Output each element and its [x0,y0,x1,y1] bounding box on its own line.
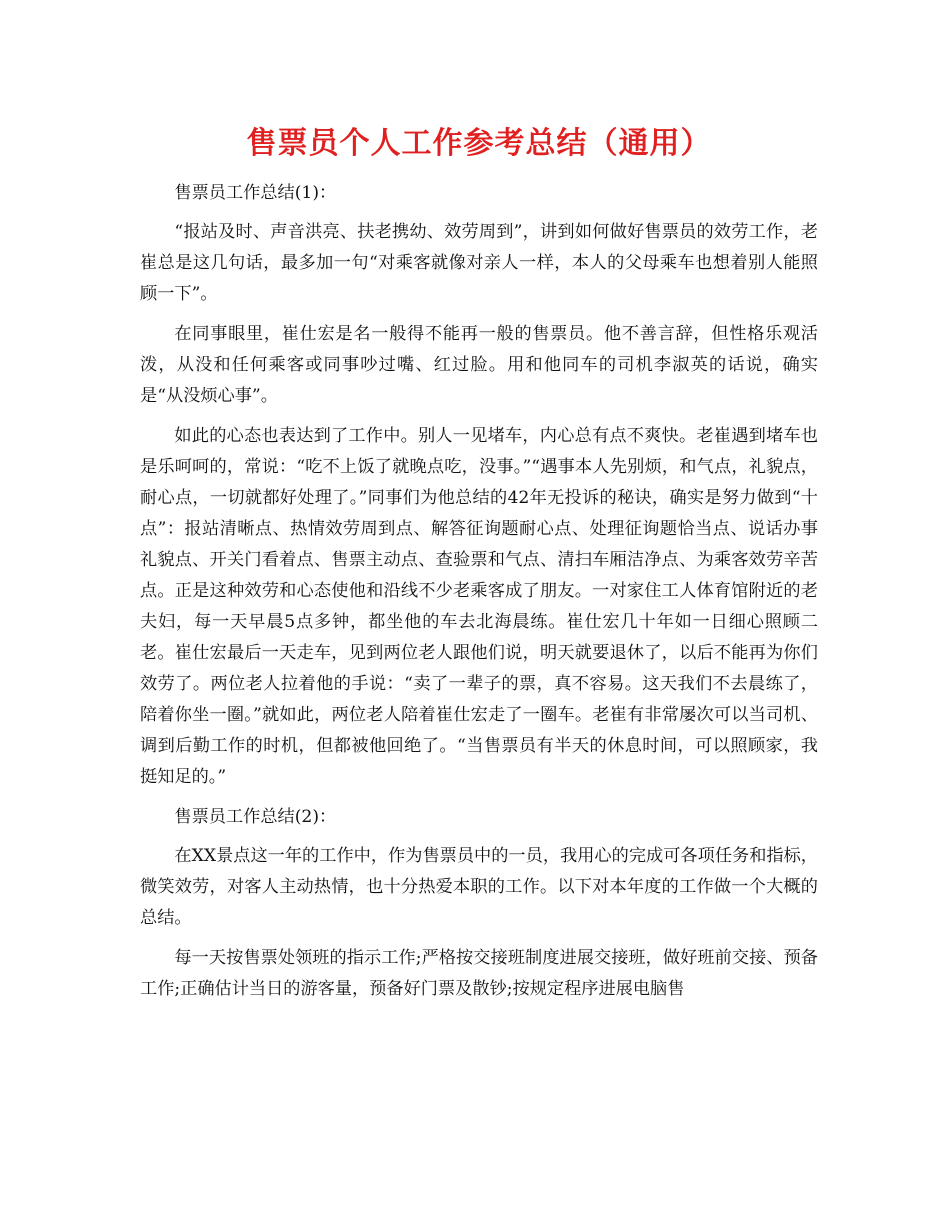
section-heading-1: 售票员工作总结(1)： [174,183,337,203]
document-body [140,178,818,1005]
paragraph: “报站及时、声音洪亮、扶老携幼、效劳周到”，讲到如何做好售票员的效劳工作，老崔总是这几句话，最多加一句“对乘客就像对亲人一样，本人的父母乘车也想着别人能照顾一下”。 [140,222,818,304]
paragraph: 在XX景点这一年的工作中，作为售票员中的一员，我用心的完成可各项任务和指标，微笑效劳，对客人主动热情，也十分热爱本职的工作。以下对本年度的工作做一个大概的总结。 [140,846,818,928]
section-heading-2: 售票员工作总结(2)： [174,807,337,827]
paragraph: 每一天按售票处领班的指示工作;严格按交接班制度进展交接班，做好班前交接、预备工作;正确估计当日的游客量，预备好门票及散钞;按规定程序进展电脑售 [140,948,818,999]
paragraph: 如此的心态也表达到了工作中。别人一见堵车，内心总有点不爽快。老崔遇到堵车也是乐呵呵的，常说：“吃不上饭了就晚点吃，没事。”“遇事本人先别烦，和气点，礼貌点，耐心点，一切就都好处理了。”同事们为他总结的42年无投诉的秘诀，确实是努力做到“十点”：报站清晰点、热情效劳周到点、解答征询题耐心点、处理征询题恰当点、说话办事礼貌点、开关门看着点、售票主动点、查验票和气点、清扫车厢洁净点、为乘客效劳辛苦点。正是这种效劳和心态使他和沿线不少老乘客成了朋友。一对家住工人体育馆附近的老夫妇，每一天早晨5点多钟，都坐他的车去北海晨练。崔仕宏几十年如一日细心照顾二老。崔仕宏最后一天走车，见到两位老人跟他们说，明天就要退休了，以后不能再为你们效劳了。两位老人拉着他的手说：“卖了一辈子的票，真不容易。这天我们不去晨练了，陪着你坐一圈。”就如此，两位老人陪着崔仕宏走了一圈车。老崔有非常屡次可以当司机、调到后勤工作的时机，但都被他回绝了。“当售票员有半天的休息时间，可以照顾家，我挺知足的。” [140,426,818,787]
paragraph: 在同事眼里，崔仕宏是名一般得不能再一般的售票员。他不善言辞，但性格乐观活泼，从没和任何乘客或同事吵过嘴、红过脸。用和他同车的司机李淑英的话说，确实是“从没烦心事”。 [140,324,818,406]
document-title: 售票员个人工作参考总结（通用） [246,126,712,161]
